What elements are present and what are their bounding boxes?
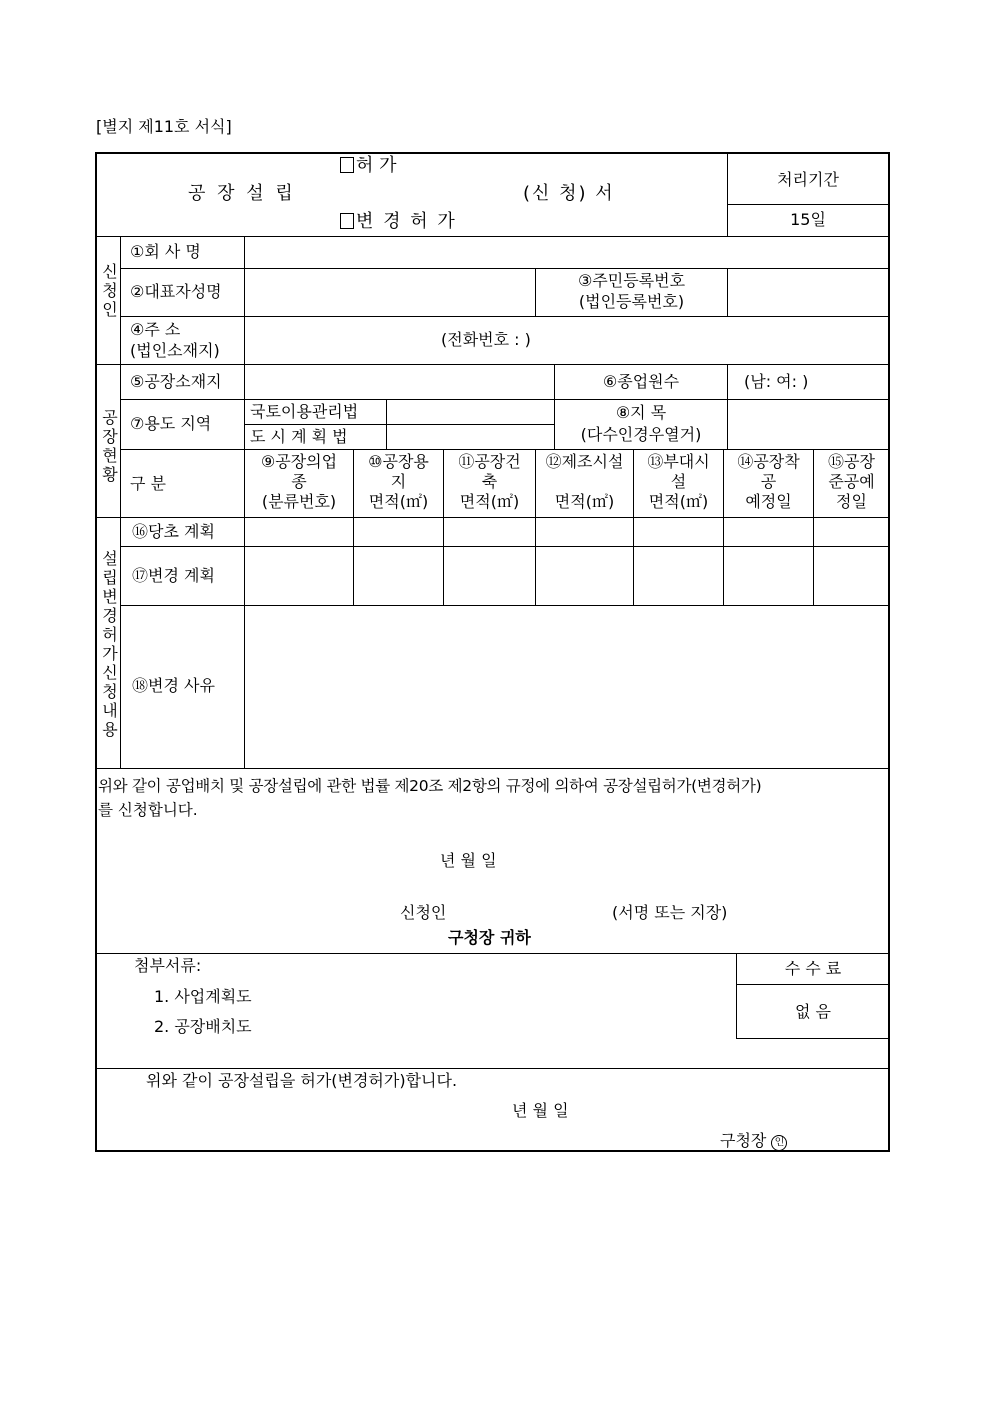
- processing-period-label: 처리기간: [777, 170, 839, 189]
- change-reason-label: ⑱변경 사유: [132, 676, 215, 695]
- applicant-section-label: 신청인: [102, 262, 118, 319]
- column-header-auxiliary-area: ⑬부대시 설 면적(㎡): [647, 452, 710, 511]
- fee-label: 수 수 료: [784, 959, 842, 978]
- zoning-law-1: 국토이용관리법: [250, 402, 359, 421]
- approval-signer: 구청장 인: [720, 1131, 787, 1151]
- address-label: ④주 소: [130, 320, 181, 339]
- changed-plan-label: ⑰변경 계획: [132, 566, 215, 585]
- seal-icon: 인: [771, 1135, 787, 1151]
- factory-location-label: ⑤공장소재지: [130, 372, 222, 391]
- form-label: [별지 제11호 서식]: [96, 117, 232, 136]
- declaration-line-1: 위와 같이 공업배치 및 공장설립에 관한 법률 제20조 제2항의 규정에 의하여 공장설립허가(변경허가): [98, 777, 762, 795]
- title-suffix: (신 청) 서: [523, 183, 615, 204]
- employee-count-value: (남: 여: ): [744, 372, 809, 391]
- applicant-signature-label: 신청인: [400, 903, 447, 922]
- address-sub-label: (법인소재지): [130, 341, 220, 360]
- approval-text: 위와 같이 공장설립을 허가(변경허가)합니다.: [146, 1071, 458, 1090]
- factory-section-label: 공장현황: [102, 408, 118, 484]
- column-header-completion-date: ⑮공장 준공예 정일: [828, 452, 875, 511]
- checkbox-icon[interactable]: [340, 157, 354, 173]
- representative-name-label: ②대표자성명: [130, 282, 222, 301]
- column-header-building-area: ⑪공장건 축 면적(㎡): [458, 452, 521, 511]
- attachment-item: 1. 사업계획도: [154, 987, 252, 1006]
- application-date: 년 월 일: [440, 851, 497, 870]
- title-option-change[interactable]: 변 경 허 가: [340, 212, 457, 232]
- approval-date: 년 월 일: [512, 1101, 569, 1120]
- column-header-manufacturing-area: ⑫제조시설 면적(㎡): [545, 452, 624, 511]
- processing-period-value: 15일: [790, 210, 826, 229]
- addressee: 구청장 귀하: [448, 928, 531, 947]
- zoning-label: ⑦용도 지역: [130, 414, 212, 433]
- zoning-law-2: 도 시 계 획 법: [250, 427, 348, 446]
- land-category-label: ⑧지 목: [615, 403, 667, 422]
- column-header-start-date: ⑭공장착 공 예정일: [737, 452, 800, 511]
- title-main: 공 장 설 립: [188, 183, 296, 204]
- phone-number-label: (전화번호 : ): [441, 330, 531, 349]
- change-section-label: 설립변경허가신청내용: [102, 549, 118, 739]
- original-plan-label: ⑯당초 계획: [132, 522, 215, 541]
- attachment-item: 2. 공장배치도: [154, 1017, 252, 1036]
- title-option-permit[interactable]: 허 가: [340, 156, 397, 176]
- checkbox-icon[interactable]: [340, 213, 354, 229]
- attachments-label: 첨부서류:: [134, 956, 202, 975]
- employee-count-label: ⑥종업원수: [602, 372, 680, 391]
- corporate-number-label: (법인등록번호): [578, 292, 685, 311]
- company-name-label: ①회 사 명: [130, 242, 201, 261]
- column-header-industry: ⑨공장의업 종 (분류번호): [260, 452, 338, 511]
- resident-number-label: ③주민등록번호: [577, 271, 686, 290]
- signature-note: (서명 또는 지장): [612, 903, 728, 922]
- declaration-line-2: 를 신청합니다.: [98, 801, 198, 819]
- land-category-note: (다수인경우열거): [580, 425, 702, 444]
- column-header-site-area: ⑩공장용 지 면적(㎡): [368, 452, 429, 511]
- category-label: 구 분: [130, 474, 166, 493]
- fee-value: 없 음: [795, 1002, 831, 1021]
